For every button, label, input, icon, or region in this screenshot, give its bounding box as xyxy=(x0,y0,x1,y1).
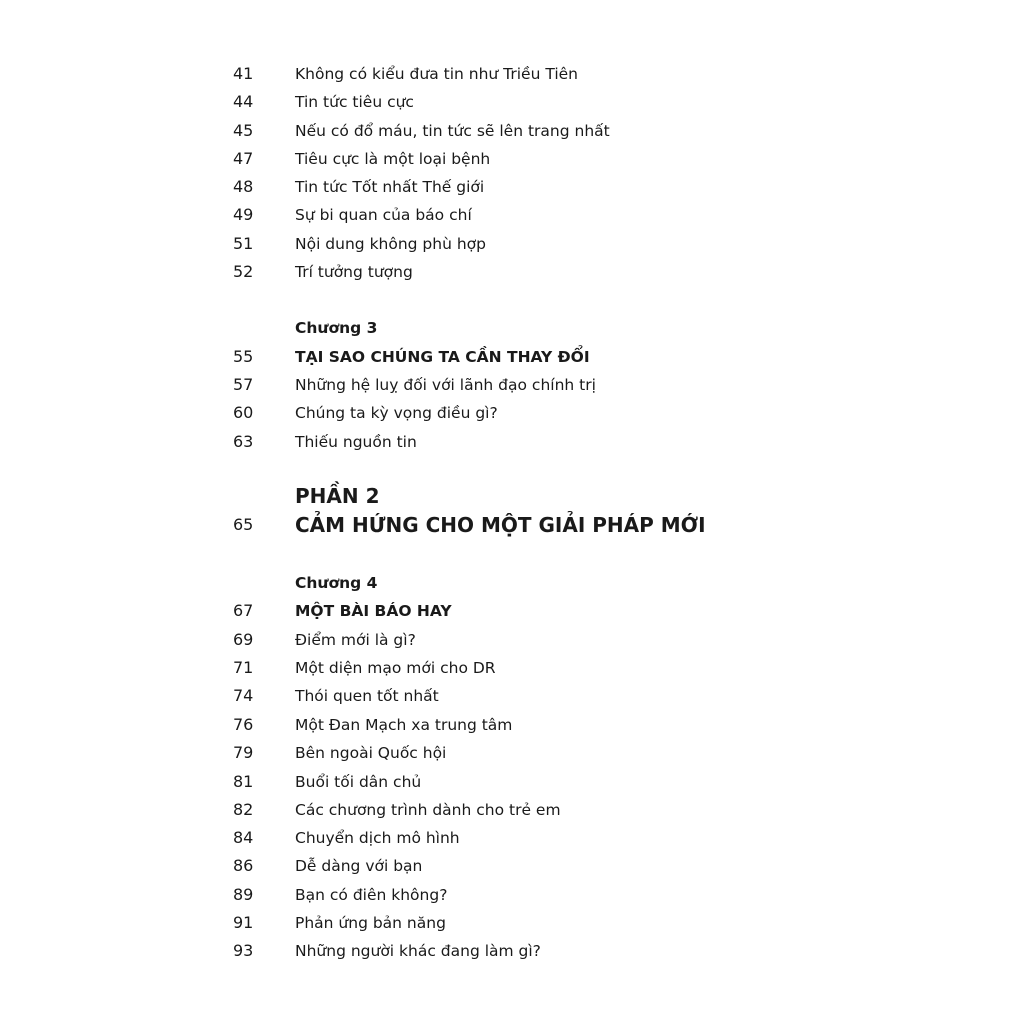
page-number: 44 xyxy=(233,92,254,111)
page-number: 48 xyxy=(233,177,254,196)
page-number: 63 xyxy=(233,432,254,451)
entry-title: Những hệ luỵ đối với lãnh đạo chính trị xyxy=(295,376,596,394)
page-number: 84 xyxy=(233,828,254,847)
entry-title: Thói quen tốt nhất xyxy=(295,687,439,705)
toc-entry xyxy=(0,145,1024,173)
page-number: 69 xyxy=(233,630,254,649)
chapter-title: TẠI SAO CHÚNG TA CẦN THAY ĐỔI xyxy=(295,348,590,366)
toc-entry xyxy=(0,201,1024,229)
page-number: 93 xyxy=(233,941,254,960)
toc-entry xyxy=(0,117,1024,145)
toc-entry xyxy=(0,60,1024,88)
page-number: 47 xyxy=(233,149,254,168)
toc-entry xyxy=(0,258,1024,286)
page-number: 82 xyxy=(233,800,254,819)
page-number: 91 xyxy=(233,913,254,932)
entry-title: Không có kiểu đưa tin như Triều Tiên xyxy=(295,65,578,83)
entry-title: Một Đan Mạch xa trung tâm xyxy=(295,716,513,734)
entry-title: Tiêu cực là một loại bệnh xyxy=(295,150,491,168)
entry-title: Thiếu nguồn tin xyxy=(295,433,417,451)
page-number: 79 xyxy=(233,743,254,762)
entry-title: Nội dung không phù hợp xyxy=(295,235,486,253)
entry-title: Chúng ta kỳ vọng điều gì? xyxy=(295,404,498,422)
entry-title: Trí tưởng tượng xyxy=(295,263,413,281)
page-number: 71 xyxy=(233,658,254,677)
toc-entry xyxy=(0,768,1024,796)
page-number: 81 xyxy=(233,772,254,791)
chapter-title: MỘT BÀI BÁO HAY xyxy=(295,602,452,620)
page-number: 89 xyxy=(233,885,254,904)
entry-title: Chuyển dịch mô hình xyxy=(295,829,460,847)
entry-title: Nếu có đổ máu, tin tức sẽ lên trang nhất xyxy=(295,122,610,140)
toc-entry xyxy=(0,230,1024,258)
chapter-heading xyxy=(0,343,1024,371)
entry-title: Dễ dàng với bạn xyxy=(295,857,423,875)
toc-entry xyxy=(0,428,1024,456)
page-number: 67 xyxy=(233,601,254,620)
page-number: 52 xyxy=(233,262,254,281)
toc-entry xyxy=(0,852,1024,880)
toc-entry xyxy=(0,824,1024,852)
entry-title: Buổi tối dân chủ xyxy=(295,773,422,791)
entry-title: Bên ngoài Quốc hội xyxy=(295,744,447,762)
chapter-heading xyxy=(0,597,1024,625)
toc-entry xyxy=(0,881,1024,909)
part-label: PHẦN 2 xyxy=(295,484,380,508)
page-number: 76 xyxy=(233,715,254,734)
toc-entry xyxy=(0,682,1024,710)
toc-entry xyxy=(0,399,1024,427)
part-heading xyxy=(0,510,1024,540)
toc-entry xyxy=(0,796,1024,824)
entry-title: Những người khác đang làm gì? xyxy=(295,942,541,960)
toc-entry xyxy=(0,654,1024,682)
entry-title: Sự bi quan của báo chí xyxy=(295,206,472,224)
toc-entry xyxy=(0,626,1024,654)
page-number: 45 xyxy=(233,121,254,140)
chapter-label: Chương 4 xyxy=(295,574,378,592)
page-number: 49 xyxy=(233,205,254,224)
page-number: 41 xyxy=(233,64,254,83)
entry-title: Phản ứng bản năng xyxy=(295,914,446,932)
entry-title: Tin tức tiêu cực xyxy=(295,93,414,111)
page-number: 57 xyxy=(233,375,254,394)
toc-entry xyxy=(0,909,1024,937)
page-number: 60 xyxy=(233,403,254,422)
toc-entry xyxy=(0,711,1024,739)
part-title: CẢM HỨNG CHO MỘT GIẢI PHÁP MỚI xyxy=(295,513,706,537)
page-number: 55 xyxy=(233,347,254,366)
toc-entry xyxy=(0,371,1024,399)
toc-entry xyxy=(0,739,1024,767)
page-number: 74 xyxy=(233,686,254,705)
toc-entry xyxy=(0,937,1024,965)
entry-title: Một diện mạo mới cho DR xyxy=(295,659,496,677)
chapter-label: Chương 3 xyxy=(295,319,378,337)
page-number: 65 xyxy=(233,515,254,534)
toc-entry xyxy=(0,173,1024,201)
entry-title: Tin tức Tốt nhất Thế giới xyxy=(295,178,485,196)
page-number: 51 xyxy=(233,234,254,253)
toc-entry xyxy=(0,88,1024,116)
entry-title: Điểm mới là gì? xyxy=(295,631,416,649)
page-number: 86 xyxy=(233,856,254,875)
entry-title: Các chương trình dành cho trẻ em xyxy=(295,801,561,819)
entry-title: Bạn có điên không? xyxy=(295,886,448,904)
